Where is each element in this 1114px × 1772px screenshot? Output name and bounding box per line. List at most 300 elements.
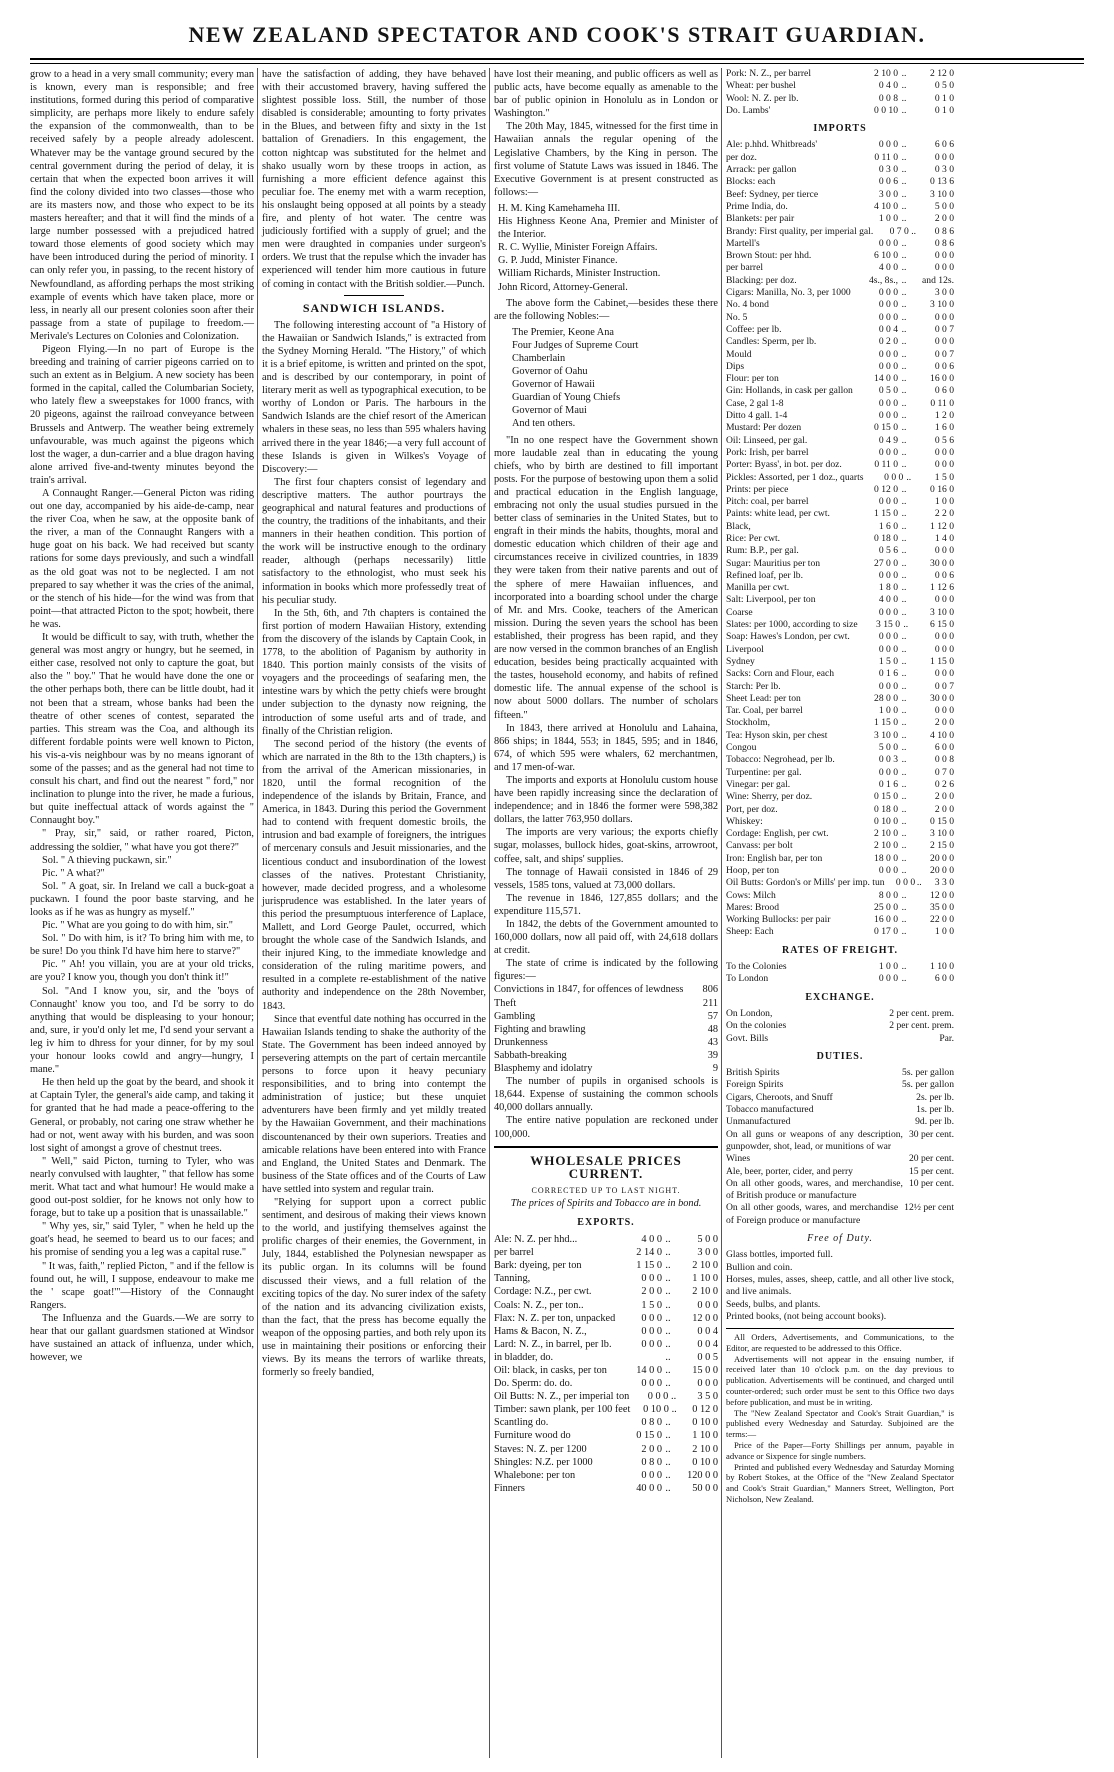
row-label: On London, [726,1007,773,1019]
paragraph: The first four chapters consist of legendary and descriptive matters. The author pourtrays the geographical and natural features and productions of the country, the traditions of the inhabitants, and their manners in their heathen condition. This portion of the work will be instructive enough to the ordinary reader, although (perhaps necessarily) little satisfactory to the ethnologist, who must seek his information in books which more professedly treat of his peculiar study. [262,476,486,606]
price-low: 0 4 0 [878,80,898,92]
price-high: 0 8 6 [934,237,954,249]
price-item: Black, [726,520,751,532]
price-low: 0 0 4 [878,323,898,335]
price-high: 1 10 0 [930,961,954,973]
price-row [726,631,954,643]
price-item: per barrel [494,1247,534,1259]
price-low: 0 0 0 [878,397,898,409]
price-low: 0 0 3 [878,754,898,766]
office-notice: Price of the Paper—Forty Shillings per annum, payable in advance or Sixpence for single numbers. [726,1440,954,1461]
row-value: 15 per cent. [908,1165,954,1177]
price-separator: .. [901,680,907,692]
price-separator: .. [901,496,907,508]
row-value: 2s. per lb. [916,1091,954,1103]
price-item: Candles: Sperm, per lb. [726,336,817,348]
price-row [494,1456,718,1469]
price-item: Congou [726,742,757,754]
price-high: 0 0 4 [697,1325,718,1337]
list-item: Horses, mules, asses, sheep, cattle, and all other live stock, and live animals. [726,1273,954,1298]
price-separator: .. [901,914,907,926]
price-high: 3 10 0 [930,188,954,200]
price-low: 2 10 0 [874,828,898,840]
price-item: Scantling do. [494,1417,549,1429]
masthead-rule-thin [30,63,1084,64]
price-low [618,1351,662,1364]
crime-label: Drunkenness [494,1036,548,1048]
price-row [726,890,954,902]
office-notice: The "New Zealand Spectator and Cook's Strait Guardian," is published every Wednesday and Saturday. Subjoined are the terms:— [726,1407,954,1440]
column-divider [721,68,722,1758]
paragraph: "Relying for support upon a correct public sentiment, and desirous of making their views known to the world, and justifying themselves against the prolific charges of their enemies, the Government, in July, 1844, established the Polynesian newspaper as its public organ. In its columns will be found discussed their views, and a full relation of the exciting topics of the day. No surer index of the safety of the nation and its advancing civilization exists, than the fact, that the press has become equally the weapon of the opposing parties, and both rely upon its use in maintaining their positions or enforcing their views. By its means the terrors of warlike threats, formerly so freely bandied, [262,1196,486,1379]
price-row [494,1403,718,1416]
price-item: Slates: per 1000, according to size [726,619,858,631]
column-4 [726,68,954,1758]
price-high: 0 0 0 [697,1378,718,1390]
price-separator: .. [901,865,907,876]
row-label: Cigars, Cheroots, and Snuff [726,1091,833,1103]
row-value: 30 per cent. [908,1128,954,1140]
price-row [726,742,954,754]
price-low: 28 0 0 [874,692,898,704]
exports-table [494,1233,718,1495]
price-item: Brown Stout: per hhd. [726,250,812,262]
price-item: Starch: Per lb. [726,680,781,692]
price-low: 14 0 0 [874,373,898,385]
price-item: Gin: Hollands, in cask per gallon [726,385,853,397]
price-high: 0 0 6 [934,569,954,581]
table-row [726,1178,954,1203]
freight-heading: RATES OF FREIGHT. [782,944,898,956]
masthead-rule [30,58,1084,60]
price-item: Hoop, per ton [726,865,780,876]
price-high: 0 8 6 [934,225,954,237]
price-item: Whiskey: [726,815,763,827]
price-low: 4 0 0 [878,262,898,274]
price-row [494,1429,718,1442]
crime-value: 9 [712,1063,718,1075]
price-low: 25 0 0 [874,901,898,913]
paragraph: grow to a head in a very small community; every man is known, every man is responsible; and free institutions, formed during this period of comparative simplicity, are perhaps more likely to endure safely the expansion of the commonwealth, than to be received safely by a people already adolescent. Whatever may be the vantage ground secured by the central government during the period of delay, it is certain that when the expected boon arrives it will find the colony divided into two classes—those who are its masters now, and those who expect to be its masters hereafter; and that it will find the minds of a large number possessed with a prejudiced hatred toward those elements of good society which may have been introduced during the period of minority. I can only refer you, in passing, to the recent history of Newfoundland, as affording perhaps the most striking example of events which have taken place, more or less, in nearly all our present colonies soon after their passage from a state of pupilage to freedom.—Merivale's Lectures on Colonies and Colonization. [30,69,254,342]
price-row [494,1338,718,1351]
price-row [726,828,954,840]
price-row [494,1377,718,1390]
price-low: 2 0 0 [641,1286,662,1298]
row-label: Govt. Bills [726,1032,769,1044]
price-high: 0 0 7 [934,323,954,335]
price-high: 2 15 0 [930,840,954,852]
price-row [494,1272,718,1285]
price-row [726,865,954,877]
table-row [726,1008,954,1020]
price-high: 120 0 0 [687,1469,718,1481]
paragraph: In 1843, there arrived at Honolulu and Lahaina, 866 ships; in 1844, 553; in 1845, 595; and in 1846, 674, of which 595 were whalers, 62 merchantmen, and 17 men-of-war. [494,722,718,773]
list-item: Four Judges of Supreme Court [512,339,639,351]
price-low: 0 11 0 [874,459,898,471]
row-label: On the colonies [726,1020,787,1032]
price-low: 0 15 0 [874,422,898,434]
price-low: 4 10 0 [874,200,898,212]
price-row [726,447,954,459]
price-item: in bladder, do. [494,1351,554,1363]
price-separator: .. [901,766,907,778]
price-high: 0 0 6 [934,360,954,372]
price-item: Flour: per ton [726,373,779,385]
nobles-list [512,326,718,431]
price-low: 0 0 0 [878,348,898,360]
price-row [494,1312,718,1325]
price-low: 0 0 0 [647,1391,669,1403]
price-high: 2 2 0 [934,508,954,520]
table-row [494,1049,718,1062]
price-separator: .. [901,557,907,569]
price-high: 0 0 0 [934,643,954,655]
table-row [726,1166,954,1178]
paragraph: The Influenza and the Guards.—We are sorry to hear that our gallant guardsmen stationed at Windsor have sustained an attack of influenza, under which, however, we [30,1312,254,1364]
price-separator: .. [901,200,907,212]
price-separator: .. [671,1391,677,1403]
price-low: 0 0 0 [641,1273,662,1285]
price-row [726,80,954,92]
list-item: The Premier, Keone Ana [512,326,614,338]
price-low: 0 0 0 [878,643,898,655]
price-low: 0 0 0 [878,680,898,692]
table-row [726,1033,954,1045]
price-high: 0 16 0 [930,483,954,495]
price-high: and 12s. [922,274,954,286]
price-separator: .. [901,569,907,581]
price-high: 2 12 0 [930,68,954,79]
price-high: 5 0 0 [934,200,954,212]
price-row [726,422,954,434]
price-high: 30 0 0 [930,557,954,569]
table-row [726,1104,954,1116]
price-separator: .. [916,877,922,889]
price-separator: .. [901,164,907,176]
price-item: per barrel [726,262,764,274]
price-separator: .. [671,1404,677,1416]
price-row [726,324,954,336]
table-row [494,1023,718,1036]
price-separator: .. [665,1299,671,1311]
price-high: 0 5 6 [934,434,954,446]
paragraph: The above form the Cabinet,—besides these there are the following Nobles:— [494,297,718,322]
price-row [494,1299,718,1312]
paragraph: " Why yes, sir," said Tyler, " when he held up the goat's head, he seemed to beard us to our faces; and his promise of sending you a leg was a capital ruse." [30,1221,254,1259]
price-item: Coffee: per lb. [726,323,782,335]
price-row [726,459,954,471]
exchange-table [726,1008,954,1045]
price-high: 2 10 0 [692,1443,718,1455]
price-low: 0 0 10 [874,104,898,116]
price-row [726,582,954,594]
price-high: 2 0 0 [934,213,954,225]
price-item: Pickles: Assorted, per 1 doz., quarts [726,471,864,483]
price-high: 35 0 0 [930,901,954,913]
price-item: Blocks: each [726,176,776,188]
list-item: Glass bottles, imported full. [726,1249,833,1261]
price-high: 5 0 0 [697,1234,718,1246]
masthead: NEW ZEALAND SPECTATOR AND COOK'S STRAIT GUARDIAN. [188,22,926,47]
price-row [726,853,954,865]
price-separator: .. [901,104,907,116]
price-low: 16 0 0 [874,914,898,926]
price-row [726,213,954,225]
prices-note: The prices of Spirits and Tobacco are in bond. [510,1197,702,1209]
section-heading: SANDWICH ISLANDS. [302,300,446,315]
price-item: Tobacco: Negrohead, per lb. [726,754,835,766]
free-heading: Free of Duty. [807,1233,873,1245]
price-high: 0 0 7 [934,348,954,360]
price-row [726,840,954,852]
paragraph: In 1842, the debts of the Government amounted to 160,000 dollars, now all paid off, with 24,618 dollars at credit. [494,919,718,957]
price-item: Oil: black, in casks, per ton [494,1365,607,1376]
price-low: 0 0 6 [878,176,898,188]
price-low: 0 18 0 [874,803,898,815]
price-low: 0 5 6 [878,545,898,557]
price-separator: .. [665,1325,671,1337]
price-item: No. 4 bond [726,299,769,311]
price-separator: .. [901,692,907,704]
price-separator: .. [901,385,907,397]
crime-value: 39 [707,1049,718,1061]
price-row [494,1469,718,1482]
price-item: Hams & Bacon, N. Z., [494,1325,587,1337]
price-high: 1 5 0 [934,471,954,483]
price-low: 27 0 0 [874,557,898,569]
price-separator: .. [665,1260,671,1272]
price-separator: .. [901,840,907,852]
row-value: 2 per cent. prem. [889,1020,954,1032]
price-separator: .. [901,594,907,606]
price-low: 0 0 0 [878,360,898,372]
price-low: 0 4 9 [878,434,898,446]
price-row [494,1390,718,1403]
table-row [726,1129,954,1154]
price-row [726,275,954,287]
price-high: 2 0 0 [934,803,954,815]
list-item: Guardian of Young Chiefs [512,392,621,404]
price-separator: .. [901,336,907,348]
price-row [726,804,954,816]
price-separator: .. [901,422,907,434]
row-label: Tobacco manufactured [726,1104,814,1116]
price-low: 0 17 0 [874,926,898,938]
price-row [726,349,954,361]
price-high: 3 5 0 [697,1391,718,1403]
price-low: 0 11 0 [874,151,898,163]
price-item: Paints: white lead, per cwt. [726,508,830,520]
price-separator: .. [665,1482,671,1494]
column-divider [489,68,490,1758]
price-separator: .. [901,791,907,803]
list-item: Chamberlain [512,352,566,364]
price-high: 3 0 0 [934,287,954,299]
price-high: 0 0 0 [934,311,954,323]
officials-list [498,202,718,294]
imprint: Printed and published every Wednesday and Saturday Morning by Robert Stokes, at the Office of the "New Zealand Spectator and Cook's Strait Guardian," Manners Street, Wellington, Port Nicholson, New Zealand. [726,1461,954,1505]
price-low: 1 15 0 [874,717,898,729]
imports-heading: IMPORTS [813,123,867,135]
price-high: 30 0 0 [930,692,954,704]
price-item: Wool: N. Z. per lb. [726,92,799,104]
row-value: 9d. per lb. [915,1116,954,1128]
office-notice: All Orders, Advertisements, and Communications, to the Editor, are requested to be addressed to this Office. [726,1332,954,1353]
price-item: Stockholm, [726,717,770,729]
price-separator: .. [901,742,907,754]
price-low: 0 12 0 [874,483,898,495]
price-high: 0 0 0 [934,631,954,643]
price-row [494,1259,718,1272]
crime-table [494,983,718,1075]
price-high: 0 13 6 [930,176,954,188]
price-separator: .. [911,225,917,237]
price-item: Cordage: English, per cwt. [726,828,829,840]
price-low: 0 0 0 [878,496,898,508]
price-separator: .. [901,373,907,385]
table-row [726,1067,954,1079]
imports-table [726,139,954,938]
price-low: 0 7 0 [889,225,909,237]
price-separator: .. [901,459,907,471]
price-row [726,644,954,656]
price-low: 0 0 0 [641,1378,662,1390]
price-row [726,521,954,533]
price-row [726,484,954,496]
price-high: 1 10 0 [692,1273,718,1285]
row-label: On all other goods, wares, and merchandise, of British produce or manufacture [726,1177,903,1202]
price-item: Do. Lambs' [726,104,771,116]
price-high: 6 0 0 [934,973,954,985]
price-high: 3 10 0 [930,299,954,311]
column-3 [494,68,718,1758]
paragraph: Since that eventful date nothing has occurred in the Hawaiian Islands tending to shake the authority of the State. The Government has been indeed annoyed by persevering attempts on the part of certain mercantile persons to force upon it heavy pecuniary responsibilities, and to bring into contempt the administration of justice; but these unquiet adventurers have been firmly and yet mildly treated by the Hawaiian Government, and their machinations discountenanced by their own superiors. Treaties and amicable relations have been entered into with France and England, the United States and Denmark. The business of the State offices and of the Courts of Law have settled into system and regular train. [262,1013,486,1195]
price-item: Prints: per piece [726,483,789,495]
exports-continued-table [726,68,954,117]
price-high: 0 0 7 [934,680,954,692]
row-value: Par. [939,1032,954,1044]
crime-label: Convictions in 1847, for offences of lewdness [494,984,684,996]
price-row [726,533,954,545]
price-row [726,717,954,729]
price-low: 0 0 0 [878,446,898,458]
price-low: 1 15 0 [874,508,898,520]
price-item: Manilla per cwt. [726,582,790,594]
price-low: 6 10 0 [874,250,898,262]
price-item: Refined loaf, per lb. [726,569,803,581]
price-row [726,570,954,582]
price-item: Rum: B.P., per gal. [726,545,799,557]
price-item: Cordage: N.Z., per cwt. [494,1286,592,1298]
price-low: 3 10 0 [874,729,898,741]
price-low: 40 0 0 [636,1482,662,1494]
price-high: 1 6 0 [934,422,954,434]
price-item: Mares: Brood [726,901,780,913]
price-row [726,558,954,570]
price-separator: .. [901,901,907,913]
list-item: William Richards, Minister Instruction. [498,268,661,280]
price-low: 1 5 0 [878,655,898,667]
row-label: Foreign Spirits [726,1079,784,1091]
price-row [726,656,954,668]
price-row [726,410,954,422]
price-high: 2 0 0 [934,791,954,803]
price-row [726,189,954,201]
price-high: 0 6 0 [934,385,954,397]
price-row [726,619,954,631]
price-separator: .. [901,323,907,335]
crime-value: 48 [707,1023,718,1035]
price-high: 50 0 0 [692,1482,718,1494]
price-low: 1 0 0 [878,213,898,225]
price-separator: .. [901,92,907,104]
price-high: 1 12 6 [930,582,954,594]
section-rule [494,1146,718,1148]
price-item: Porter: Byass', in bot. per doz. [726,459,842,471]
row-label: British Spirits [726,1067,780,1079]
price-high: 6 15 0 [930,619,954,631]
price-high: 0 0 0 [934,668,954,680]
price-item: Tanning, [494,1273,531,1285]
price-high: 0 0 0 [934,459,954,471]
list-item: Governor of Maui [512,405,587,417]
price-item: Do. Sperm: do. do. [494,1378,573,1390]
price-row [726,176,954,188]
paragraph: Sol. " Do with him, is it? To bring him with me, to be sure! Do you think I'd have him here to starve?" [30,933,254,958]
list-item: His Highness Keone Ana, Premier and Minister of the Interior. [498,216,718,241]
list-item: R. C. Wyllie, Minister Foreign Affairs. [498,242,658,254]
price-item: Dips [726,360,745,372]
price-low: 4s., 8s., [868,274,898,286]
row-value: 5s. per gallon [902,1067,954,1079]
price-row [726,545,954,557]
price-low: 0 0 0 [878,865,898,876]
crime-label: Sabbath-breaking [494,1049,567,1061]
price-separator: .. [665,1430,671,1442]
price-low: 0 0 0 [641,1469,662,1481]
price-separator: .. [901,434,907,446]
price-low: 3 15 0 [876,619,901,631]
price-separator: .. [901,754,907,766]
price-low: 1 8 0 [878,582,898,594]
price-separator: .. [901,397,907,409]
price-high: 2 10 0 [692,1286,718,1298]
price-high: 20 0 0 [930,852,954,864]
price-item: Salt: Liverpool, per ton [726,594,816,606]
table-row [494,983,718,996]
crime-label: Fighting and brawling [494,1023,586,1035]
price-high: 0 2 6 [934,778,954,790]
price-separator: .. [901,188,907,200]
table-row [726,1079,954,1091]
crime-value: 57 [707,1010,718,1022]
price-high: 3 3 0 [934,877,954,889]
price-row [726,496,954,508]
paragraph: The tonnage of Hawaii consisted in 1846 of 29 vessels, 1585 tons, valued at 73,000 dollars. [494,866,718,891]
price-item: Arrack: per gallon [726,164,797,176]
price-low: 1 0 0 [878,961,898,973]
price-low: 0 1 6 [878,778,898,790]
freight-table [726,961,954,986]
price-row [726,435,954,447]
price-row [494,1482,718,1495]
price-row [726,681,954,693]
price-high: 0 7 0 [934,766,954,778]
price-low: 0 0 0 [878,631,898,643]
price-high: 0 0 8 [934,754,954,766]
price-separator: .. [665,1286,671,1298]
price-separator: .. [901,360,907,372]
